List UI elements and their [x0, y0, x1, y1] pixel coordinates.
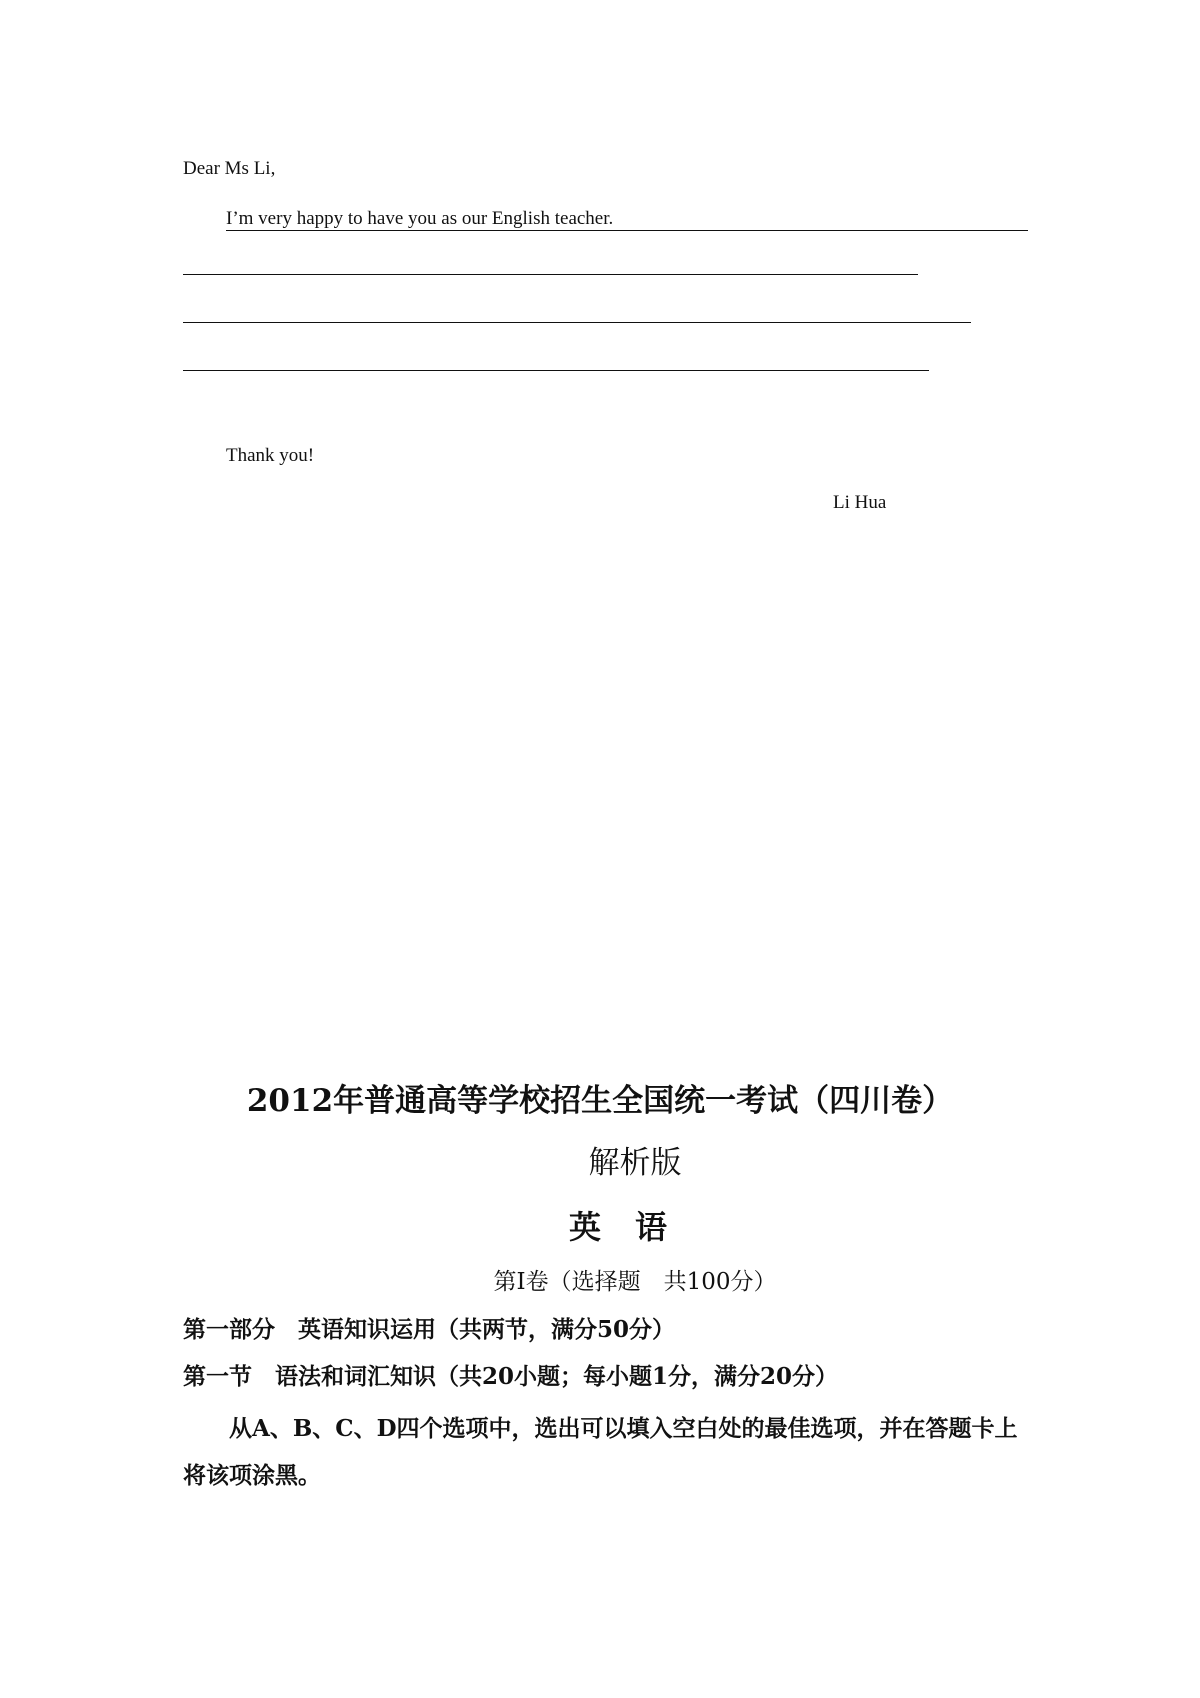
paper-section-heading: 第Ⅰ卷（选择题 共100分）: [493, 1269, 777, 1295]
letter-greeting: Dear Ms Li,: [183, 158, 276, 179]
answer-line-1[interactable]: [226, 208, 1028, 231]
instruction-text: 从A、B、C、D四个选项中，选出可以填入空白处的最佳选项，并在答题卡上将该项涂黑。: [183, 1415, 1018, 1489]
section-one-heading: 第一节 语法和词汇知识（共20小题；每小题1分，满分20分）: [183, 1363, 839, 1390]
part-one-heading: 第一部分 英语知识运用（共两节，满分50分）: [183, 1316, 676, 1343]
exam-subject: 英语: [568, 1208, 701, 1246]
answer-line-3[interactable]: [183, 322, 971, 323]
letter-closing: Thank you!: [226, 445, 315, 466]
answer-line-2[interactable]: [183, 274, 918, 275]
answer-line-4[interactable]: [183, 370, 929, 371]
letter-signature: Li Hua: [833, 492, 887, 513]
letter-first-line: I’m very happy to have you as our English teacher.: [226, 208, 614, 229]
exam-title: 2012年普通高等学校招生全国统一考试（四川卷）: [246, 1083, 954, 1119]
exam-subtitle: 解析版: [588, 1145, 682, 1181]
